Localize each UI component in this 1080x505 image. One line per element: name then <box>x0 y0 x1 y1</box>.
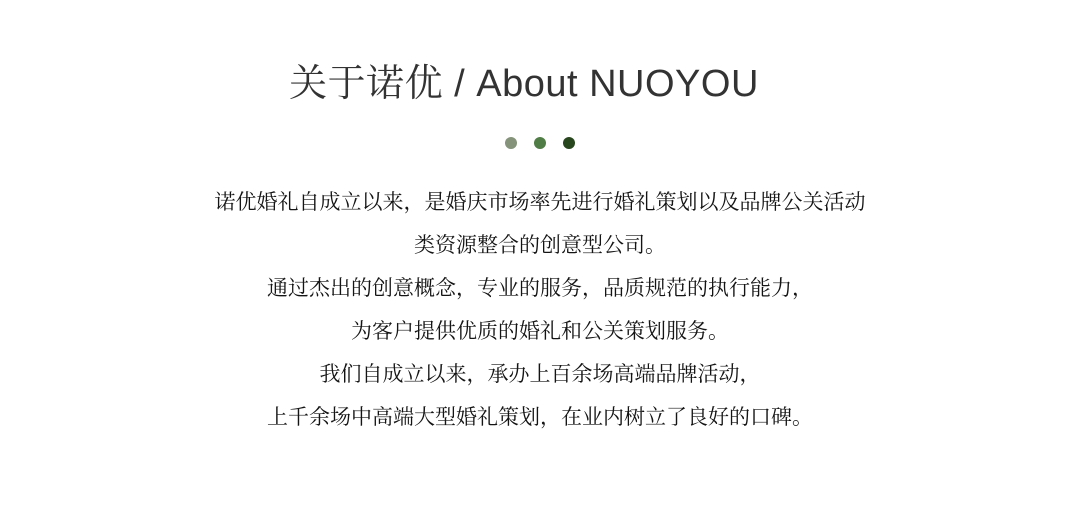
about-line: 诺优婚礼自成立以来，是婚庆市场率先进行婚礼策划以及品牌公关活动 <box>214 190 866 214</box>
about-line: 通过杰出的创意概念，专业的服务，品质规范的执行能力， <box>267 276 813 300</box>
divider-dot-2 <box>534 137 546 149</box>
about-line: 我们自成立以来，承办上百余场高端品牌活动， <box>319 362 761 386</box>
about-section <box>0 52 1080 505</box>
about-line: 为客户提供优质的婚礼和公关策划服务。 <box>351 319 729 343</box>
about-line: 类资源整合的创意型公司。 <box>414 233 666 257</box>
divider-dot-3 <box>563 137 575 149</box>
about-line: 上千余场中高端大型婚礼策划，在业内树立了良好的口碑。 <box>267 405 813 429</box>
section-title: 关于诺优 / About NUOYOU <box>289 63 759 105</box>
about-paragraphs <box>0 181 1080 439</box>
divider-dot-1 <box>505 137 517 149</box>
divider-dots <box>0 137 1080 149</box>
